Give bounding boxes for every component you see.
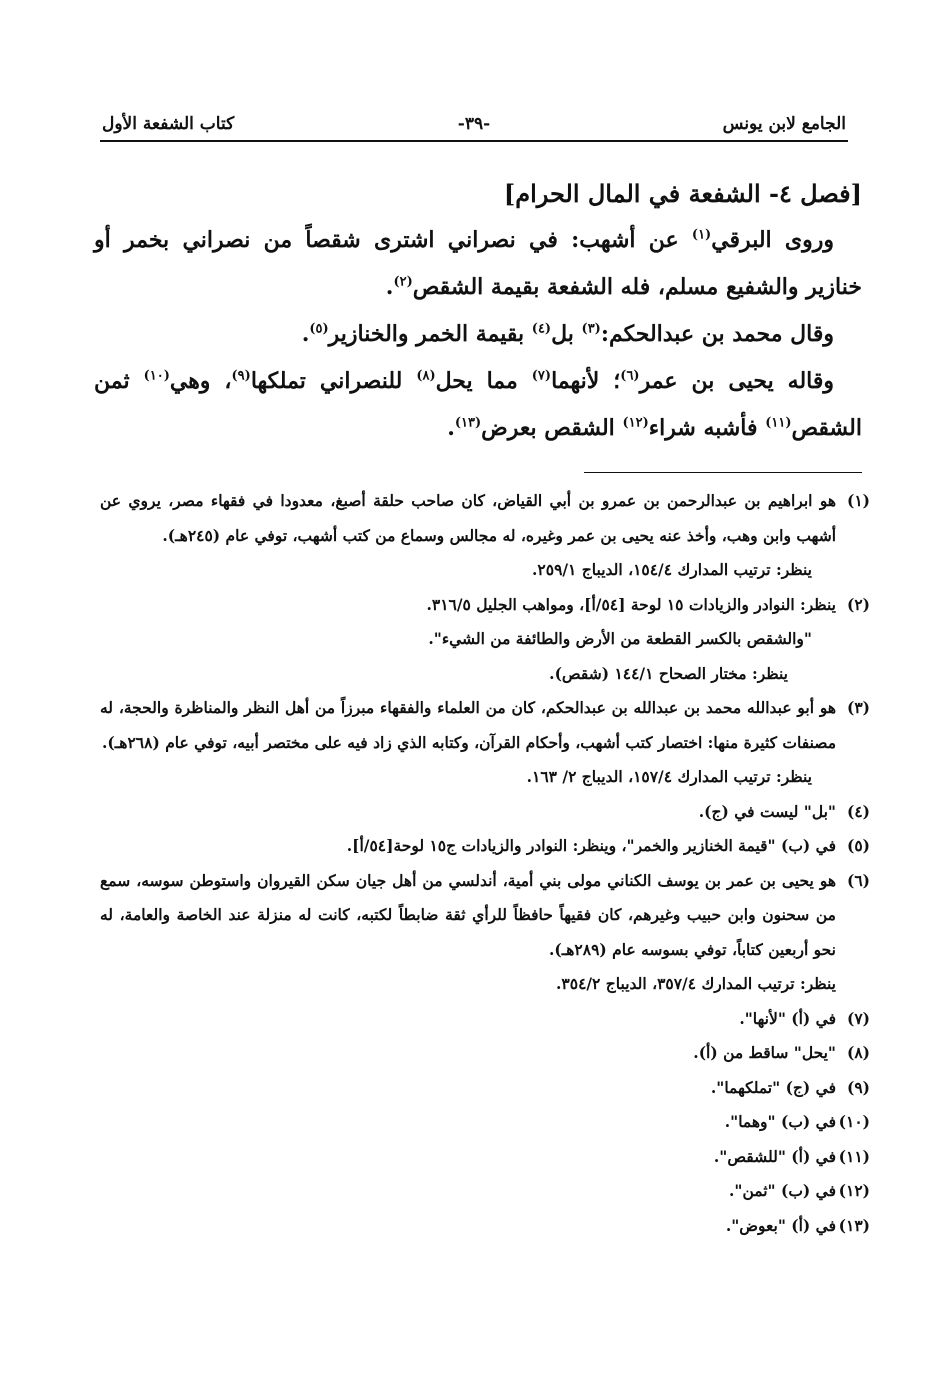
footnote-ref-12: (١٢) [622,415,649,431]
footnote-text: هو أبو عبدالله محمد بن عبدالله بن عبدالحكم، كان من العلماء والفقهاء مبرزاً من أهل النظر والمناظرة والحجة، له مصنفات كثيرة منها: اختصار كتب أشهب، وأحكام القرآن، وكتابه الذي زاد فيه على مختصر أبيه، توفي عام (٢٦٨هـ). [100,698,836,752]
footnote-5 [100,829,870,864]
p3-text-f: ثمن الشقص [94,368,862,441]
footnote-text: في (ب) "قيمة الخنازير والخمر"، وينظر: النوادر والزيادات ج١٥ لوحة[٥٤/أ]. [346,836,836,855]
p1-text-b: عن أشهب: في نصراني اشترى شقصاً من نصراني بخمر أو خنازير والشفيع مسلم، فله الشفعة بقيمة الشقص [94,227,862,300]
footnote-ref-1: (١) [691,227,712,243]
footnote-separator [584,472,862,473]
footnote-source: ينظر: ترتيب المدارك ١٥٧/٤، الديباج ٢/ ١٦٣. [526,767,812,786]
p3-text-c: مما يحل [435,368,532,394]
p1-text-c: . [385,274,394,300]
footnote-ref-7: (٧) [531,368,552,384]
footnote-text: في (أ) "للشقص". [713,1146,836,1166]
footnote-text: "يحل" ساقط من (أ). [693,1043,836,1062]
footnote-ref-4: (٤) [531,321,552,337]
footnote-number: (٧) [846,1008,870,1028]
footnote-number: (٣) [846,698,870,717]
header-chapter-title: كتاب الشفعة الأول [102,114,235,134]
footnote-text: "بل" ليست في (ج). [698,801,836,821]
footnote-ref-3: (٣) [581,321,601,337]
p2-text-a: وقال محمد بن عبدالحكم: [600,321,834,347]
footnote-number: (٩) [846,1077,870,1097]
paragraph-2 [94,311,862,358]
running-header [100,112,848,142]
p3-text-e: ، وهي [169,368,232,394]
p2-text-d: . [301,321,310,347]
footnote-13 [100,1209,870,1244]
paragraph-1 [94,217,862,311]
footnote-text: في (ج) "تملكهما". [710,1077,836,1097]
p2-text-c: بقيمة الخمر والخنازير [328,321,532,347]
footnote-1 [100,484,870,588]
footnote-text: في (أ) "لأنها". [739,1008,836,1028]
section-heading: [فصل ٤- الشفعة في المال الحرام] [503,179,862,208]
main-text [94,170,862,452]
footnote-number: (٦) [846,870,870,890]
footnote-ref-11: (١١) [765,415,792,431]
footnote-number: (١٣) [838,1215,870,1235]
p3-text-a: وقاله يحيى بن عمر [639,368,835,394]
footnote-8 [100,1036,870,1071]
p2-text-b: بل [551,321,582,347]
footnote-10 [100,1105,870,1140]
footnote-number: (٨) [846,1043,870,1062]
footnote-ref-9: (٩) [231,368,251,384]
footnote-number: (١٠) [838,1112,870,1131]
footnote-ref-5: (٥) [309,321,329,337]
footnote-number: (١١) [838,1146,870,1166]
footnote-number: (١٢) [838,1181,870,1200]
paragraph-3 [94,358,862,452]
p3-text-h: الشقص بعرض [481,415,623,441]
footnote-text: هو ابراهيم بن عبدالرحمن بن عمرو بن أبي القياض، كان صاحب حلقة أصبغ، معدودا في فقهاء مصر، يروي عن أشهب وابن وهب، وأخذ عنه يحيى بن عمر وغيره، له مجالس وسماع من كتب أشهب، توفي عام (٢٤٥هـ). [100,491,836,545]
footnote-12 [100,1174,870,1209]
footnote-ref-10: (١٠) [143,368,170,384]
p3-text-i: . [447,415,455,441]
footnote-text: هو يحيى بن عمر بن يوسف الكناني مولى بني أمية، أندلسي من أهل جيان سكن القيروان واستوطن سوسه، سمع من سحنون وابن حبيب وغيرهم، كان فقيهاً حافظاً للرأي ثقة ضابطاً لكتبه، كانت له منزلة عند الخاصة والعامة، له نحو أربعين كتاباً، توفي بسوسه عام (٢٨٩هـ). [100,870,836,959]
footnote-quote: "والشقص بالكسر القطعة من الأرض والطائفة من الشيء". [428,629,812,648]
footnote-number: (٤) [846,801,870,821]
footnotes [100,484,870,1243]
footnote-ref-8: (٨) [416,368,436,384]
footnote-source: ينظر: مختار الصحاح ١٤٤/١ (شقص). [549,663,788,683]
footnote-text: في (أ) "بعوض". [725,1215,836,1235]
footnote-ref-2: (٢) [393,274,413,290]
p3-text-d: للنصراني تملكها [250,368,417,394]
footnote-7 [100,1002,870,1037]
footnote-text: في (ب) "ثمن". [728,1181,836,1200]
footnote-text: ينظر: النوادر والزيادات ١٥ لوحة [٥٤/أ]، ومواهب الجليل ٣١٦/٥. [426,594,836,614]
p1-text-a: وروى البرقي [711,227,835,253]
footnote-ref-6: (٦) [620,368,640,384]
footnote-number: (٥) [846,836,870,855]
footnote-9 [100,1071,870,1106]
footnote-11 [100,1140,870,1175]
footnote-4 [100,795,870,830]
footnote-text: في (ب) "وهما". [724,1112,836,1131]
footnote-source: ينظر: ترتيب المدارك ٣٥٧/٤، الديباج ٣٥٤/٢. [556,974,836,993]
p3-text-g: فأشبه شراء [648,415,766,441]
footnote-6 [100,864,870,1002]
p3-text-b: ؛ لأنهما [551,368,621,394]
footnote-ref-13: (١٣) [454,415,482,431]
header-book-title: الجامع لابن يونس [722,114,846,134]
footnote-source: ينظر: ترتيب المدارك ١٥٤/٤، الديباج ٢٥٩/١. [532,560,812,579]
footnote-2 [100,588,870,692]
footnote-number: (٢) [846,594,870,614]
footnote-number: (١) [846,491,870,510]
footnote-3 [100,691,870,795]
page-number: -٣٩- [457,114,491,134]
